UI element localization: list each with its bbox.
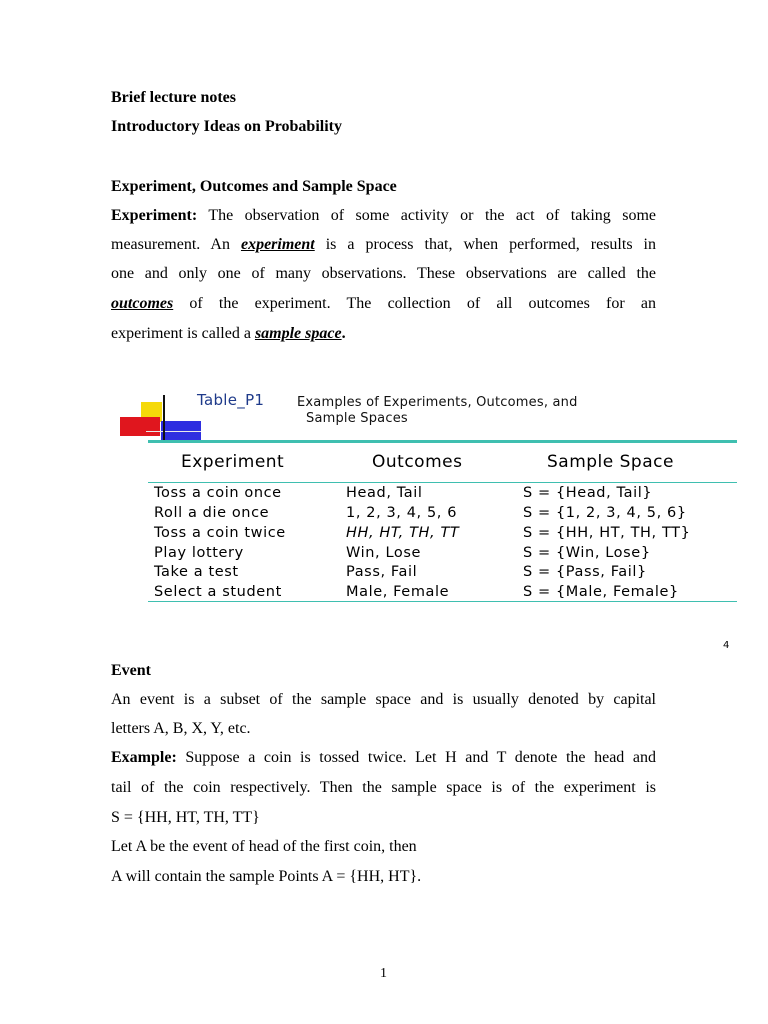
- table-cell-experiment: Roll a die once: [154, 505, 270, 521]
- paragraph-line: tail of the coin respectively. Then the sample space is of the experiment is: [111, 779, 656, 796]
- text-span: experiment is called a: [111, 325, 255, 342]
- paragraph-line-4: [111, 294, 656, 314]
- table-cell-sample-space: S = {Win, Lose}: [523, 545, 651, 561]
- table-cell-experiment: Select a student: [154, 584, 282, 600]
- table-rule-top: [148, 440, 737, 443]
- table-header-outcomes: Outcomes: [372, 452, 463, 472]
- paragraph-line: letters A, B, X, Y, etc.: [111, 720, 251, 737]
- term-sample-space: sample space: [254, 325, 342, 342]
- experiment-label: Experiment:: [111, 207, 198, 224]
- term-outcomes: outcomes: [111, 295, 174, 312]
- paragraph-line-2: [111, 235, 656, 255]
- table-cell-sample-space: S = {Male, Female}: [523, 584, 679, 600]
- table-cell-outcomes: HH, HT, TH, TT: [346, 525, 460, 541]
- table-caption-text-2: Sample Spaces: [306, 411, 408, 426]
- table-cell-sample-space: S = {HH, HT, TH, TT}: [523, 525, 691, 541]
- decorative-vertical-line: [163, 395, 165, 441]
- table-caption-label: Table_P1: [197, 391, 265, 409]
- table-cell-outcomes: Win, Lose: [346, 545, 422, 561]
- section-heading-experiment: Experiment, Outcomes and Sample Space: [111, 178, 397, 195]
- text-span: measurement. An: [111, 236, 241, 253]
- paragraph-line-5: [111, 324, 656, 344]
- decorative-line: [146, 431, 201, 432]
- table-cell-sample-space: S = {Head, Tail}: [523, 485, 653, 501]
- table-caption-text-1: Examples of Experiments, Outcomes, and: [297, 395, 578, 410]
- table-header-experiment: Experiment: [181, 452, 285, 472]
- table-cell-outcomes: Head, Tail: [346, 485, 423, 501]
- table-cell-experiment: Toss a coin once: [154, 485, 282, 501]
- term-experiment: experiment: [240, 236, 315, 253]
- table-cell-experiment: Toss a coin twice: [154, 525, 286, 541]
- table-cell-experiment: Take a test: [154, 564, 239, 580]
- slide-number: 4: [723, 640, 730, 651]
- paragraph-line: A will contain the sample Points A = {HH, HT}.: [111, 868, 422, 885]
- doc-subtitle: Brief lecture notes: [111, 89, 236, 106]
- text-span: The observation of some activity or the act of taking some: [197, 207, 656, 224]
- page-number: 1: [380, 966, 387, 981]
- table-cell-experiment: Play lottery: [154, 545, 244, 561]
- text-span: Suppose a coin is tossed twice. Let H and T denote the head and: [176, 749, 656, 766]
- paragraph-line: Let A be the event of head of the first coin, then: [111, 838, 417, 855]
- paragraph-line: S = {HH, HT, TH, TT}: [111, 809, 260, 826]
- table-cell-sample-space: S = {Pass, Fail}: [523, 564, 647, 580]
- table-header-sample-space: Sample Space: [547, 452, 674, 472]
- table-rule-bottom: [148, 601, 737, 602]
- paragraph-line-3: one and only one of many observations. These observations are called the: [111, 265, 656, 282]
- example-label: Example:: [111, 749, 177, 766]
- doc-title: Introductory Ideas on Probability: [111, 118, 342, 135]
- paragraph-line-1: [111, 206, 656, 226]
- section-heading-event: Event: [111, 662, 151, 679]
- text-span: of the experiment. The collection of all outcomes for an: [173, 295, 656, 312]
- table-cell-outcomes: Pass, Fail: [346, 564, 418, 580]
- decorative-square-red: [120, 417, 160, 436]
- paragraph-line: An event is a subset of the sample space and is usually denoted by capital: [111, 691, 656, 708]
- table-cell-sample-space: S = {1, 2, 3, 4, 5, 6}: [523, 505, 687, 521]
- text-span: .: [341, 325, 346, 342]
- table-cell-outcomes: 1, 2, 3, 4, 5, 6: [346, 505, 458, 521]
- paragraph-line: [111, 748, 656, 768]
- text-span: is a process that, when performed, results in: [314, 236, 656, 253]
- table-cell-outcomes: Male, Female: [346, 584, 450, 600]
